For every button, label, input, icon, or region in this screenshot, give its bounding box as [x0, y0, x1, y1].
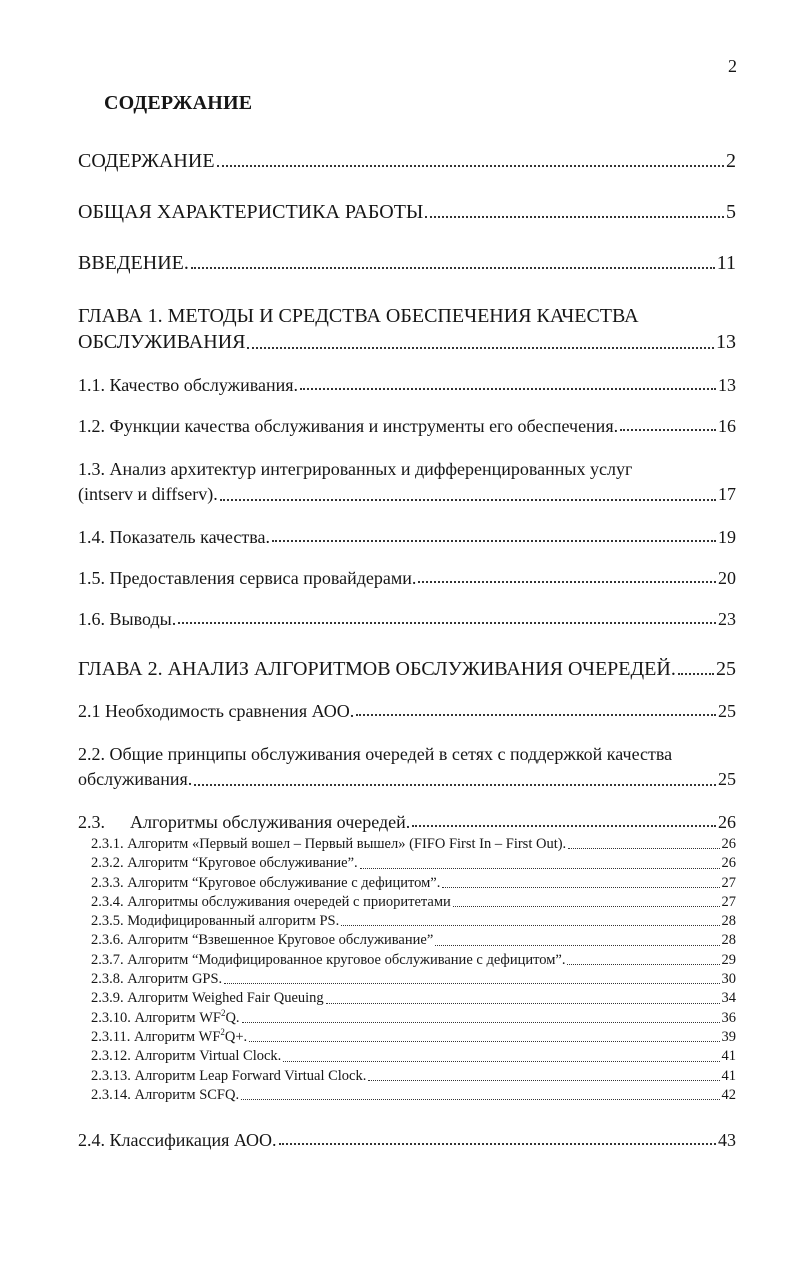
toc-entry-number: 2.3. — [78, 812, 105, 832]
toc-subentry[interactable] — [91, 931, 736, 949]
toc-entry-page: 16 — [718, 416, 736, 436]
toc-subentry-title: 2.3.11. Алгоритм $WF^2Q+$. — [91, 1027, 248, 1045]
toc-entry-title: Алгоритмы обслуживания очередей. — [130, 812, 411, 832]
toc-entry-title: 1.2. Функции качества обслуживания и инструменты его обеспечения. — [78, 416, 619, 436]
toc-entry-page: 11 — [716, 252, 736, 274]
toc-subentry[interactable] — [91, 951, 736, 969]
toc-subentry[interactable] — [91, 989, 736, 1007]
toc-entry-title: 1.4. Показатель качества. — [78, 527, 270, 547]
dot-leader — [620, 429, 716, 431]
toc-subentry-page: 28 — [721, 932, 736, 949]
toc-entry-title: 2.1 Необходимость сравнения АОО. — [78, 701, 355, 721]
toc-subentry-page: 27 — [721, 893, 736, 910]
toc-entry-1-3[interactable] — [78, 457, 736, 507]
toc-subentry[interactable] — [91, 1009, 736, 1027]
toc-subentry-page: 26 — [721, 855, 736, 872]
dot-leader — [283, 1061, 719, 1062]
toc-subentry-title: 2.3.1. Алгоритм «Первый вошел – Первый вышел» (FIFO First In – First Out). — [91, 836, 567, 852]
toc-subentry[interactable] — [91, 1086, 736, 1104]
toc-entry-2-2[interactable] — [78, 742, 736, 792]
dot-leader — [442, 887, 719, 888]
toc-entry-1-5[interactable] — [78, 568, 736, 589]
toc-subentry-title: 2.3.8. Алгоритм GPS. — [91, 971, 223, 988]
toc-subentry-title: 2.3.12. Алгоритм Virtual Clock. — [91, 1048, 282, 1065]
toc-entry-page: 19 — [718, 527, 736, 547]
toc-entry-page: 23 — [718, 609, 736, 629]
toc-subentry-page: 34 — [721, 990, 736, 1007]
toc-entry-page: 25 — [718, 769, 736, 789]
toc-subentry-title: 2.3.3. Алгоритм “Круговое обслуживание с дефицитом”. — [91, 874, 441, 891]
dot-leader — [178, 622, 716, 624]
toc-subentry-page: 26 — [721, 836, 736, 852]
toc-subentry[interactable] — [91, 1047, 736, 1065]
toc-subentry-title: 2.3.5. Модифицированный алгоритм PS. — [91, 913, 340, 930]
dot-leader — [224, 983, 719, 984]
page-number: 2 — [728, 56, 737, 76]
toc-subentry[interactable] — [91, 874, 736, 892]
toc-entry-2-3[interactable] — [78, 812, 736, 833]
toc-entry-title-line1: 1.3. Анализ архитектур интегрированных и дифференцированных услуг — [78, 459, 633, 479]
toc-subentry-page: 27 — [721, 874, 736, 891]
toc-entry-title-line2: обслуживания. — [78, 769, 193, 789]
dot-leader — [194, 784, 716, 786]
toc-entry-chapter-2[interactable] — [78, 658, 736, 681]
toc-subentry-page: 41 — [721, 1048, 736, 1065]
toc-entry-introduction[interactable] — [78, 252, 736, 275]
toc-entry-page: 17 — [718, 484, 736, 504]
toc-entry-chapter-1[interactable] — [78, 303, 736, 355]
dot-leader — [418, 581, 716, 583]
toc-entry-page: 26 — [718, 812, 736, 832]
toc-subentry[interactable] — [91, 970, 736, 988]
toc-entry-1-4[interactable] — [78, 527, 736, 548]
toc-subentry-page: 36 — [721, 1009, 736, 1026]
toc-entry-title: 1.5. Предоставления сервиса провайдерами. — [78, 568, 417, 588]
toc-entry-title: 1.6. Выводы. — [78, 609, 177, 629]
dot-leader — [217, 165, 724, 167]
toc-subentry-page: 42 — [721, 1086, 736, 1103]
toc-subentry-title: 2.3.2. Алгоритм “Круговое обслуживание”. — [91, 855, 358, 872]
dot-leader — [272, 540, 716, 542]
page-title: СОДЕРЖАНИЕ — [104, 92, 253, 114]
dot-leader — [567, 964, 719, 965]
toc-entry-page: 20 — [718, 568, 736, 588]
toc-entry-page: 5 — [726, 201, 736, 223]
toc-subentry[interactable] — [91, 1028, 736, 1046]
toc-subentry-page: 39 — [721, 1028, 736, 1045]
toc-subentry-title: 2.3.13. Алгоритм Leap Forward Virtual Clock. — [91, 1067, 367, 1084]
toc-entry-title: 2.4. Классификация АОО. — [78, 1130, 277, 1151]
dot-leader — [368, 1080, 719, 1081]
toc-subentry-title: 2.3.4. Алгоритмы обслуживания очередей с приоритетами — [91, 893, 451, 910]
toc-subentry[interactable] — [91, 1067, 736, 1085]
dot-leader — [341, 925, 719, 926]
dot-leader — [242, 1022, 720, 1023]
toc-subentry[interactable] — [91, 835, 736, 853]
toc-entry-title: СОДЕРЖАНИЕ — [78, 150, 215, 172]
toc-entry-title: ОБЩАЯ ХАРАКТЕРИСТИКА РАБОТЫ — [78, 201, 424, 223]
toc-entry-title-line1: 2.2. Общие принципы обслуживания очередей в сетях с поддержкой качества — [78, 744, 673, 764]
dot-leader — [453, 906, 720, 907]
dot-leader — [360, 868, 720, 869]
toc-subentry-title: 2.3.9. Алгоритм Weighed Fair Queuing — [91, 990, 324, 1007]
toc-entry-page: 13 — [718, 375, 736, 395]
toc-subentry-title: 2.3.14. Алгоритм SCFQ. — [91, 1086, 240, 1103]
toc-subentry-title: 2.3.7. Алгоритм “Модифицированное круговое обслуживание с дефицитом”. — [91, 951, 566, 968]
dot-leader — [241, 1099, 719, 1100]
toc-entry-contents[interactable] — [78, 150, 736, 173]
toc-entry-title: ГЛАВА 2. АНАЛИЗ АЛГОРИТМОВ ОБСЛУЖИВАНИЯ ОЧЕРЕДЕЙ. — [78, 658, 676, 680]
toc-entry-page: 25 — [718, 701, 736, 721]
dot-leader — [247, 347, 714, 349]
toc-subentry-page: 28 — [721, 913, 736, 930]
dot-leader — [678, 673, 714, 675]
toc-subentry[interactable] — [91, 854, 736, 872]
table-of-contents — [78, 150, 736, 1151]
dot-leader — [568, 848, 719, 849]
toc-entry-overview[interactable] — [78, 201, 736, 224]
toc-entry-page: 13 — [716, 331, 736, 353]
toc-subentry-title: 2.3.6. Алгоритм “Взвешенное Круговое обслуживание” — [91, 932, 434, 949]
toc-entry-page: 2 — [726, 150, 736, 172]
toc-entry-1-1[interactable] — [78, 375, 736, 396]
toc-entry-title-line2: ОБСЛУЖИВАНИЯ — [78, 331, 246, 353]
toc-entry-page: 43 — [718, 1130, 736, 1151]
dot-leader — [191, 267, 715, 269]
toc-entry-2-1[interactable] — [78, 701, 736, 722]
toc-subentry[interactable] — [91, 893, 736, 911]
dot-leader — [279, 1143, 717, 1145]
dot-leader — [249, 1041, 719, 1042]
toc-entry-2-4[interactable] — [78, 1130, 736, 1151]
dot-leader — [300, 388, 716, 390]
toc-subentry-title: 2.3.10. Алгоритм $WF^2Q$. — [91, 1007, 240, 1026]
toc-subentry-page: 30 — [721, 971, 736, 988]
dot-leader — [425, 216, 724, 218]
dot-leader — [326, 1003, 720, 1004]
toc-entry-title: 1.1. Качество обслуживания. — [78, 375, 299, 395]
toc-subentry-page: 41 — [721, 1067, 736, 1084]
toc-entry-title-line2: (intserv и diffserv). — [78, 484, 218, 504]
dot-leader — [435, 945, 719, 946]
toc-entry-1-6[interactable] — [78, 609, 736, 630]
toc-entry-title: ВВЕДЕНИЕ. — [78, 252, 189, 274]
toc-entry-page: 25 — [716, 658, 736, 680]
toc-entry-1-2[interactable] — [78, 416, 736, 437]
toc-subentry-page: 29 — [721, 951, 736, 968]
toc-entry-title-line1: ГЛАВА 1. МЕТОДЫ И СРЕДСТВА ОБЕСПЕЧЕНИЯ КАЧЕСТВА — [78, 305, 639, 327]
toc-subentry[interactable] — [91, 912, 736, 930]
dot-leader — [412, 825, 716, 827]
dot-leader — [220, 499, 716, 501]
dot-leader — [356, 714, 716, 716]
